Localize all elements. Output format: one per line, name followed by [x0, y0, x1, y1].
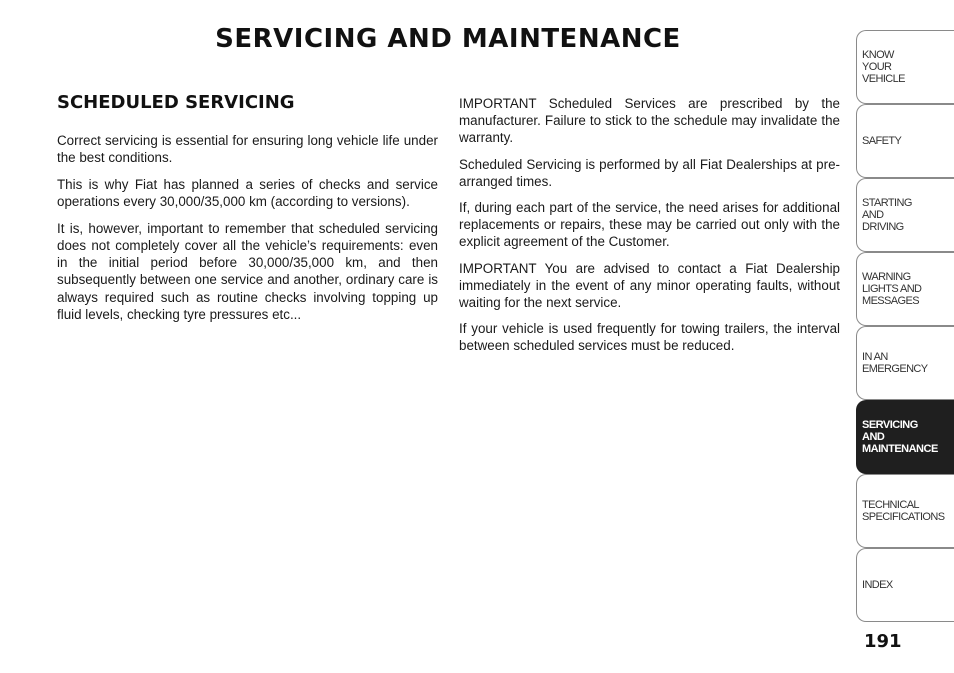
paragraph: This is why Fiat has planned a series of checks and service operations every 30,000/35,000 km (according to versions). — [57, 176, 438, 210]
tab-know-your-vehicle[interactable]: KNOW YOUR VEHICLE — [856, 30, 954, 104]
paragraph: If, during each part of the service, the need arises for additional replacements or repairs, these may be carried out only with the explicit agreement of the Customer. — [459, 200, 840, 250]
tab-index[interactable]: INDEX — [856, 548, 954, 622]
tab-starting-and-driving[interactable]: STARTING AND DRIVING — [856, 178, 954, 252]
paragraph: IMPORTANT You are advised to contact a Fiat Dealership immediately in the event of any minor operating faults, without waiting for the next service. — [459, 260, 840, 311]
section-heading: SCHEDULED SERVICING — [57, 92, 295, 113]
tab-in-an-emergency[interactable]: IN AN EMERGENCY — [856, 326, 954, 400]
paragraph: IMPORTANT Scheduled Services are prescribed by the manufacturer. Failure to stick to the schedule may invalidate the warranty. — [459, 96, 840, 146]
page-number: 191 — [864, 631, 902, 652]
paragraph: Correct servicing is essential for ensuring long vehicle life under the best conditions. — [57, 133, 438, 166]
paragraph: If your vehicle is used frequently for towing trailers, the interval between scheduled services must be reduced. — [459, 321, 840, 354]
paragraph: Scheduled Servicing is performed by all Fiat Dealerships at pre-arranged times. — [459, 156, 840, 189]
tab-warning-lights-and-messages[interactable]: WARNING LIGHTS AND MESSAGES — [856, 252, 954, 326]
left-column — [57, 92, 438, 333]
tab-technical-specifications[interactable]: TECHNICAL SPECIFICATIONS — [856, 474, 954, 548]
chapter-tabs — [856, 30, 954, 622]
right-column — [459, 95, 840, 364]
tab-safety[interactable]: SAFETY — [856, 104, 954, 178]
paragraph: It is, however, important to remember that scheduled servicing does not completely cover all the vehicle’s requirements: even in the initial period before 30,000/35,000 km, and then subsequently between one service and another, ordinary care is always required such as routine checks involving topping up fluid levels, checking tyre pressures etc... — [57, 220, 438, 322]
tab-servicing-and-maintenance[interactable]: SERVICING AND MAINTENANCE — [856, 400, 954, 474]
page-title: SERVICING AND MAINTENANCE — [215, 24, 681, 54]
